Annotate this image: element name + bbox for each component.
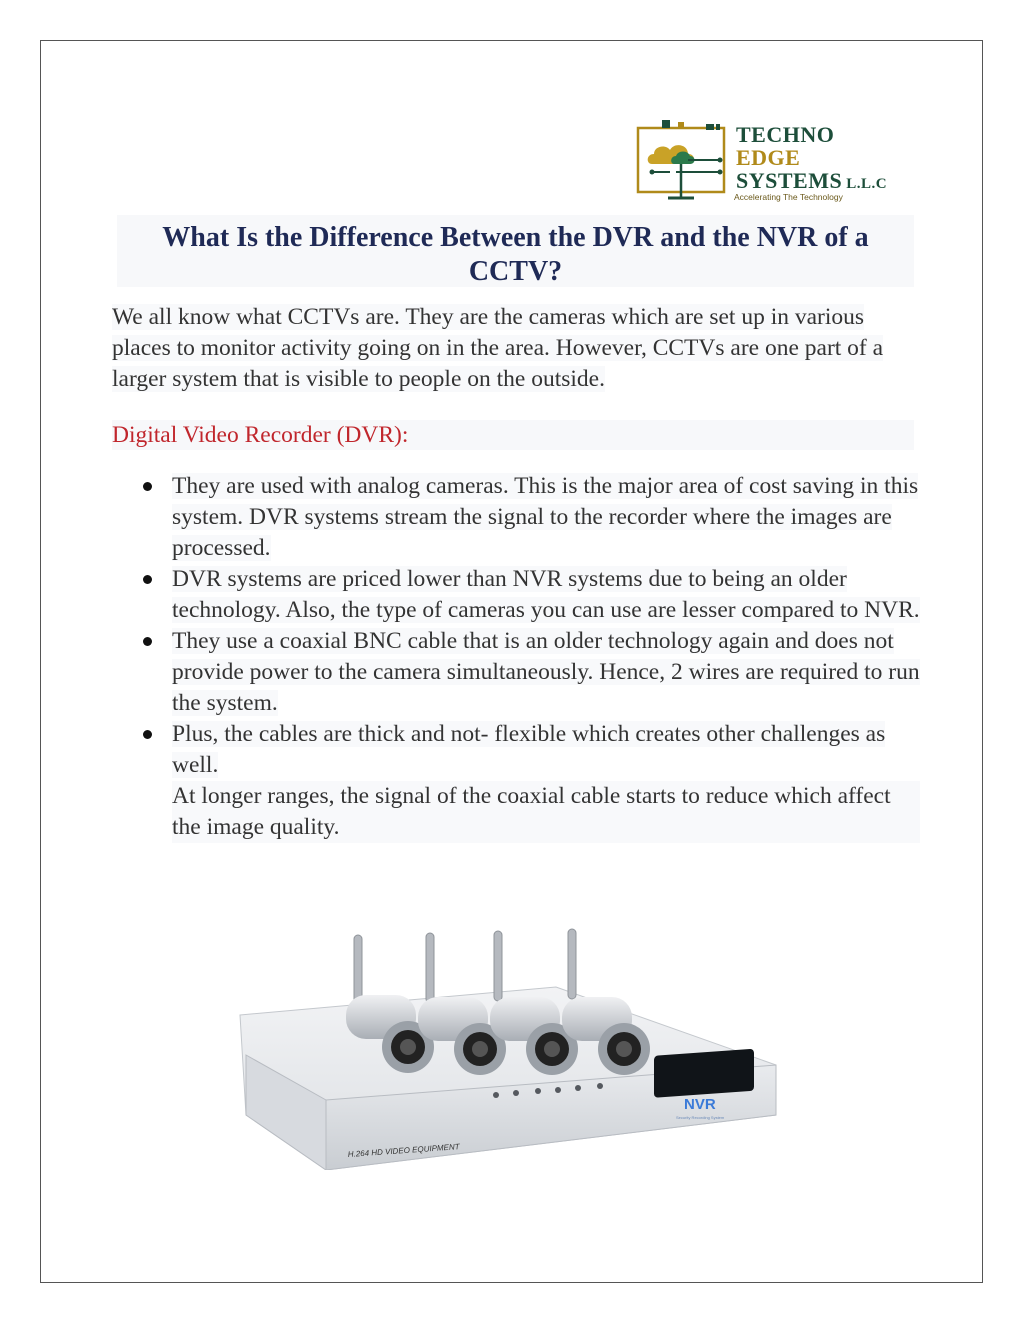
device-label: H.264 HD VIDEO EQUIPMENT <box>347 1142 460 1159</box>
bullet-text: Plus, the cables are thick and not- flexible which creates other challenges as well. <box>172 721 886 778</box>
bullet-continuation: At longer ranges, the signal of the coaxial cable starts to reduce which affect the image quality. <box>172 781 920 843</box>
nvr-display-sub: Security Recording System <box>676 1115 725 1120</box>
logo-line-techno: TECHNO <box>736 122 835 147</box>
logo-llc: L.L.C <box>846 176 888 192</box>
bullet-icon <box>143 730 152 739</box>
intro-text: We all know what CCTVs are. They are the cameras which are set up in various places to monitor activity going on in the area. However, CCTVs are one part of a larger system that is visible to people on the outside. <box>112 304 884 392</box>
nvr-kit-image <box>236 925 784 1170</box>
camera-group <box>346 995 650 1075</box>
list-item <box>140 564 920 626</box>
logo-wordmark <box>736 123 887 196</box>
logo-tagline: Accelerating The Technology <box>734 192 843 202</box>
nvr-display-label: NVR <box>684 1096 716 1113</box>
bullet-text: DVR systems are priced lower than NVR systems due to being an older technology. Also, the type of cameras you can use are lesser compared to NVR. <box>172 566 920 623</box>
bullet-icon <box>143 637 152 646</box>
list-item <box>140 626 920 719</box>
list-item <box>140 719 920 843</box>
logo-monitor-icon <box>638 120 724 198</box>
page-title: What Is the Difference Between the DVR and the NVR of a CCTV? <box>162 222 869 287</box>
section-heading-dvr: Digital Video Recorder (DVR): <box>112 422 409 448</box>
dvr-bullet-list <box>140 471 920 843</box>
intro-paragraph <box>112 302 912 395</box>
logo-line-edge: EDGE <box>736 145 801 170</box>
list-item <box>140 471 920 564</box>
bullet-text: They use a coaxial BNC cable that is an older technology again and does not provide power to the camera simultaneously. Hence, 2 wires are required to run the system. <box>172 628 920 716</box>
bullet-icon <box>143 482 152 491</box>
bullet-icon <box>143 575 152 584</box>
logo-systems-text: SYSTEMS <box>736 168 843 193</box>
bullet-text: They are used with analog cameras. This is the major area of cost saving in this system. DVR systems stream the signal to the recorder where the images are processed. <box>172 473 919 561</box>
